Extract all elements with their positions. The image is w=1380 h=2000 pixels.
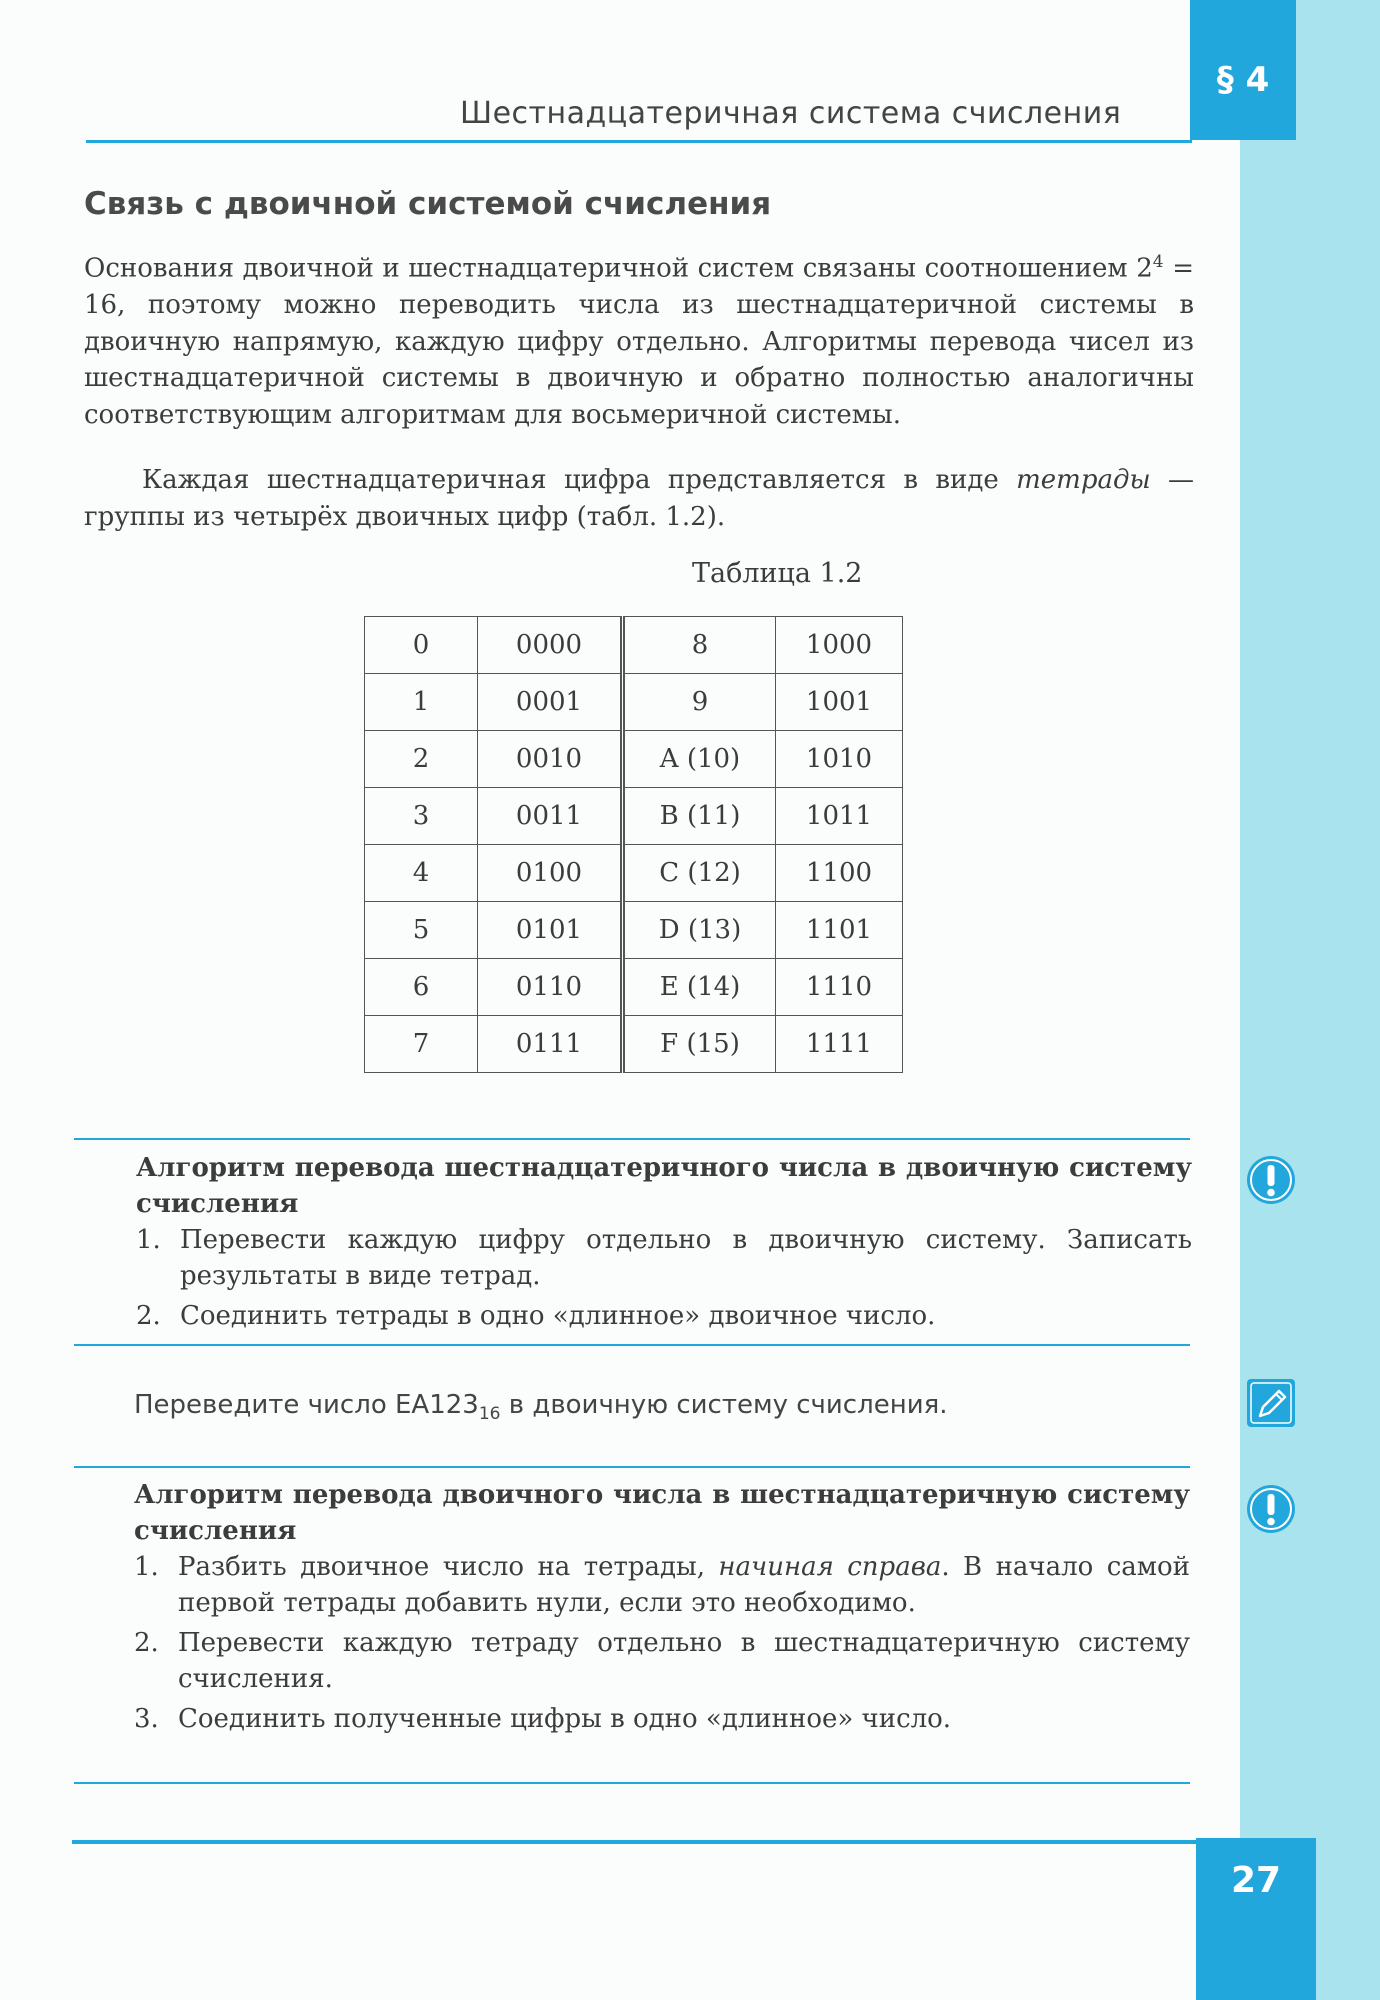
paragraph-1	[84, 244, 1194, 433]
page-number: 27	[1230, 1860, 1282, 1901]
table-cell: 0101	[478, 902, 623, 959]
table-cell: 1010	[776, 731, 903, 788]
pencil-icon	[1246, 1378, 1296, 1428]
task-text-a: Переведите число EA123	[134, 1390, 479, 1420]
table-cell: 7	[365, 1016, 478, 1073]
section-title: Связь с двоичной системой счисления	[84, 186, 772, 222]
step-text: Соединить полученные цифры в одно «длинное» число.	[178, 1704, 952, 1734]
table-cell: 4	[365, 845, 478, 902]
table-cell: C (12)	[623, 845, 776, 902]
table-row	[365, 617, 903, 674]
table-row	[365, 1016, 903, 1073]
algo2-top-rule	[74, 1466, 1190, 1468]
table-cell: 0000	[478, 617, 623, 674]
table-cell: 1101	[776, 902, 903, 959]
algo1-title: Алгоритм перевода шестнадцатеричного числа в двоичную систему счисления	[136, 1153, 1192, 1219]
list-item	[136, 1222, 1192, 1294]
table-cell: 1110	[776, 959, 903, 1016]
algo2-title: Алгоритм перевода двоичного числа в шестнадцатеричную систему счисления	[134, 1480, 1190, 1546]
algo1-bottom-rule	[74, 1344, 1190, 1346]
exclamation-icon	[1246, 1484, 1296, 1534]
table-cell: 5	[365, 902, 478, 959]
step-number: 1.	[136, 1225, 161, 1255]
algo2-steps	[134, 1549, 1190, 1737]
step-number: 2.	[134, 1628, 159, 1658]
step-text: Перевести каждую тетраду отдельно в шестнадцатеричную систему счисления.	[178, 1628, 1190, 1694]
section-mark: § 4	[1216, 60, 1270, 100]
exclamation-icon	[1246, 1155, 1296, 1205]
table-cell: 1111	[776, 1016, 903, 1073]
step-text-b: . В начало самой первой тетрады добавить нули, если это необходимо.	[178, 1552, 1190, 1618]
step-text-a: Разбить двоичное число на тетрады,	[178, 1552, 719, 1582]
table-cell: 2	[365, 731, 478, 788]
table-cell: 9	[623, 674, 776, 731]
list-item	[134, 1625, 1190, 1697]
section-tab	[1190, 0, 1296, 140]
page-number-box	[1196, 1838, 1316, 2000]
para1-text-b: = 16, поэтому можно переводить числа из шестнадцатеричной системы в двоичную напрямую, каждую цифру отдельно. Алгоритмы перевода чисел из шестнадцатеричной системы в двоичную и обратно полностью аналогичны соответствующим алгоритмам для восьмеричной системы.	[84, 253, 1194, 430]
table-cell: 1	[365, 674, 478, 731]
step-number: 1.	[134, 1552, 159, 1582]
tetrad-table	[364, 616, 903, 1073]
table-cell: 1001	[776, 674, 903, 731]
table-cell: 0	[365, 617, 478, 674]
algo1-top-rule	[74, 1138, 1190, 1140]
para1-text-a: Основания двоичной и шестнадцатеричной систем связаны соотношением 2	[84, 253, 1153, 284]
step-text: Перевести каждую цифру отдельно в двоичную систему. Записать результаты в виде тетрад.	[180, 1225, 1192, 1291]
algo2-bottom-rule	[74, 1782, 1190, 1784]
para1-superscript: 4	[1152, 252, 1164, 272]
step-number: 2.	[136, 1301, 161, 1331]
algorithm-box-1	[136, 1150, 1192, 1338]
table-cell: 3	[365, 788, 478, 845]
table-cell: 0110	[478, 959, 623, 1016]
table-row	[365, 788, 903, 845]
para2-text-a: Каждая шестнадцатеричная цифра представляется в виде	[142, 465, 1017, 495]
table-row	[365, 902, 903, 959]
footer-rule	[72, 1840, 1202, 1844]
para2-term: тетрады	[1016, 465, 1151, 495]
para2-text-b: — группы из четырёх двоичных цифр (табл. 1.2).	[84, 465, 1195, 532]
table-cell: 8	[623, 617, 776, 674]
table-cell: F (15)	[623, 1016, 776, 1073]
paragraph-2	[84, 462, 1194, 535]
margin-strip	[1240, 0, 1380, 2000]
step-emphasis: начиная справа	[718, 1552, 942, 1582]
exercise-text	[134, 1390, 948, 1424]
table-cell: 0100	[478, 845, 623, 902]
table-cell: 1100	[776, 845, 903, 902]
table-row	[365, 959, 903, 1016]
algorithm-box-2	[134, 1477, 1190, 1741]
table-row	[365, 674, 903, 731]
table-row	[365, 845, 903, 902]
table-cell: 1011	[776, 788, 903, 845]
step-number: 3.	[134, 1704, 159, 1734]
table-cell: 0011	[478, 788, 623, 845]
task-text-b: в двоичную систему счисления.	[500, 1390, 948, 1420]
table-cell: 1000	[776, 617, 903, 674]
task-subscript: 16	[478, 1404, 501, 1425]
table-cell: B (11)	[623, 788, 776, 845]
table-cell: A (10)	[623, 731, 776, 788]
table-caption: Таблица 1.2	[692, 558, 863, 589]
table-cell: 0111	[478, 1016, 623, 1073]
table-cell: E (14)	[623, 959, 776, 1016]
table-row	[365, 731, 903, 788]
running-title: Шестнадцатеричная система счисления	[460, 96, 1122, 131]
step-text: Соединить тетрады в одно «длинное» двоичное число.	[180, 1301, 936, 1331]
table-cell: D (13)	[623, 902, 776, 959]
table-cell: 0001	[478, 674, 623, 731]
list-item	[136, 1298, 1192, 1334]
table-cell: 6	[365, 959, 478, 1016]
list-item	[134, 1701, 1190, 1737]
list-item	[134, 1549, 1190, 1621]
algo1-steps	[136, 1222, 1192, 1334]
header-rule	[86, 140, 1192, 143]
table-cell: 0010	[478, 731, 623, 788]
